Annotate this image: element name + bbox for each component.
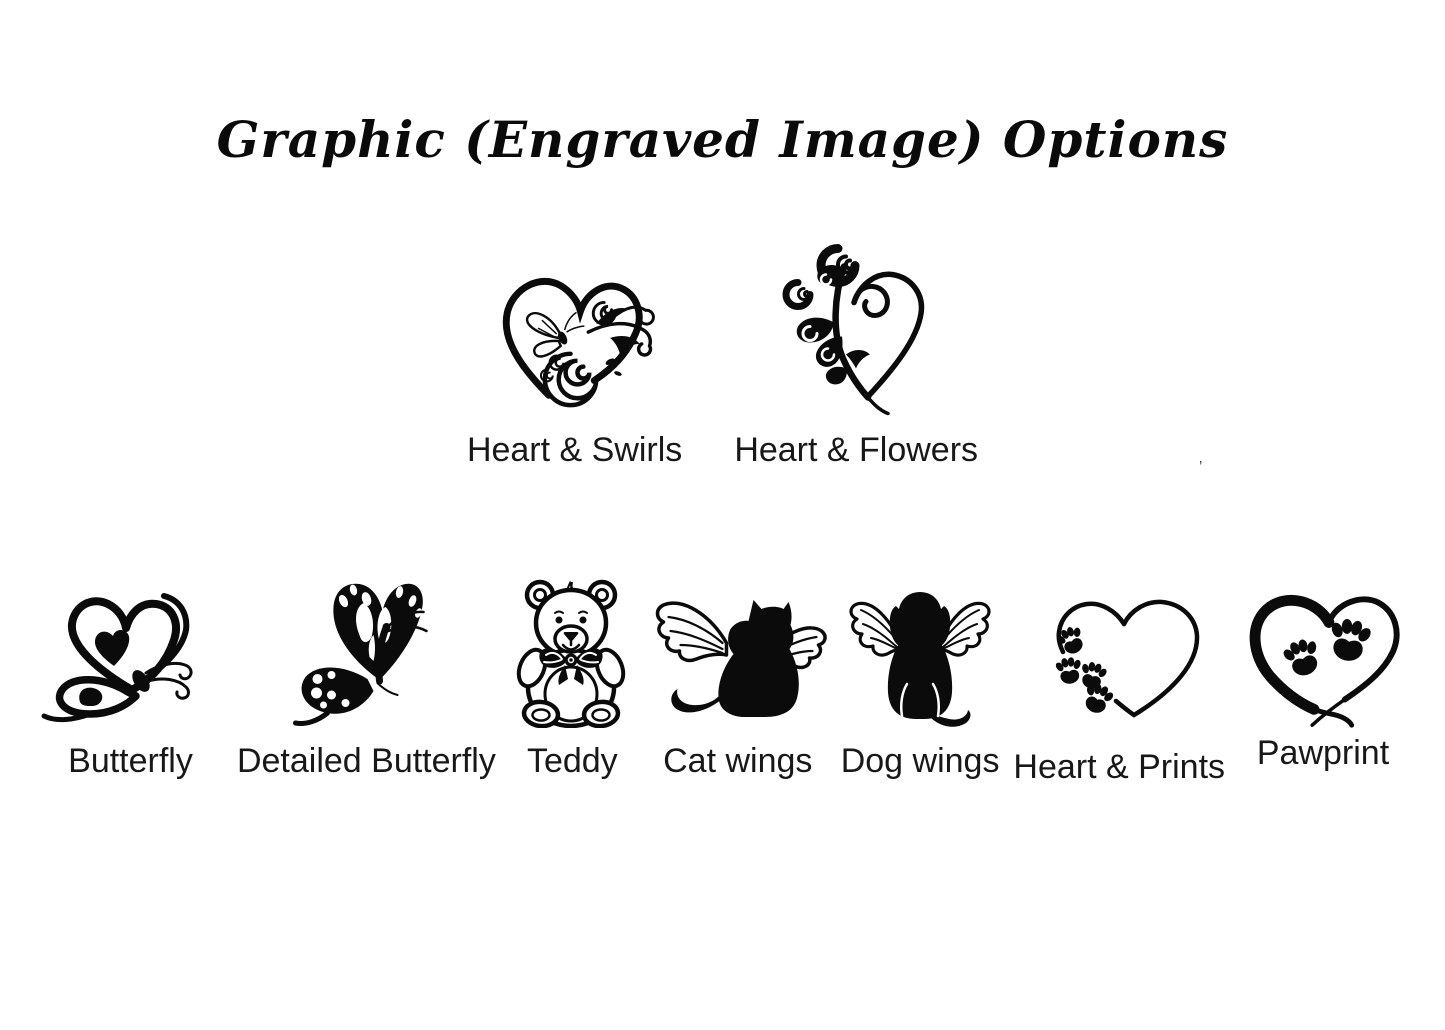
option-teddy <box>510 573 635 780</box>
option-label: Pawprint <box>1256 733 1390 772</box>
heart-swirls-icon <box>491 259 659 417</box>
option-detailed-butterfly <box>237 573 496 780</box>
option-label: Heart & Swirls <box>466 431 683 469</box>
detailed-butterfly-icon <box>282 573 450 728</box>
option-heart-prints <box>1013 588 1226 786</box>
butterfly-icon <box>38 578 223 728</box>
option-cat-wings <box>649 583 827 780</box>
page-title: Graphic (Engraved Image) Options <box>216 110 1229 169</box>
teddy-icon <box>510 573 635 728</box>
dog-wings-icon <box>844 578 996 728</box>
heart-flowers-icon <box>776 239 936 417</box>
option-label: Cat wings <box>663 741 813 780</box>
option-pawprint <box>1239 583 1407 780</box>
stray-mark: ’ <box>1199 458 1203 475</box>
cat-wings-icon <box>649 583 827 728</box>
option-heart-swirls <box>467 259 682 469</box>
option-label: Butterfly <box>68 741 193 780</box>
heart-prints-icon <box>1029 588 1209 728</box>
option-label: Heart & Flowers <box>734 431 979 469</box>
bottom-options-row <box>0 573 1445 786</box>
top-options-row <box>0 239 1445 469</box>
option-label: Heart & Prints <box>1013 747 1226 786</box>
pawprint-icon <box>1239 583 1407 728</box>
option-label: Dog wings <box>840 741 1000 780</box>
option-label: Detailed Butterfly <box>236 741 496 780</box>
option-dog-wings <box>841 578 1000 780</box>
option-label: Teddy <box>526 741 618 780</box>
option-butterfly <box>38 578 223 780</box>
option-heart-flowers <box>734 239 978 469</box>
